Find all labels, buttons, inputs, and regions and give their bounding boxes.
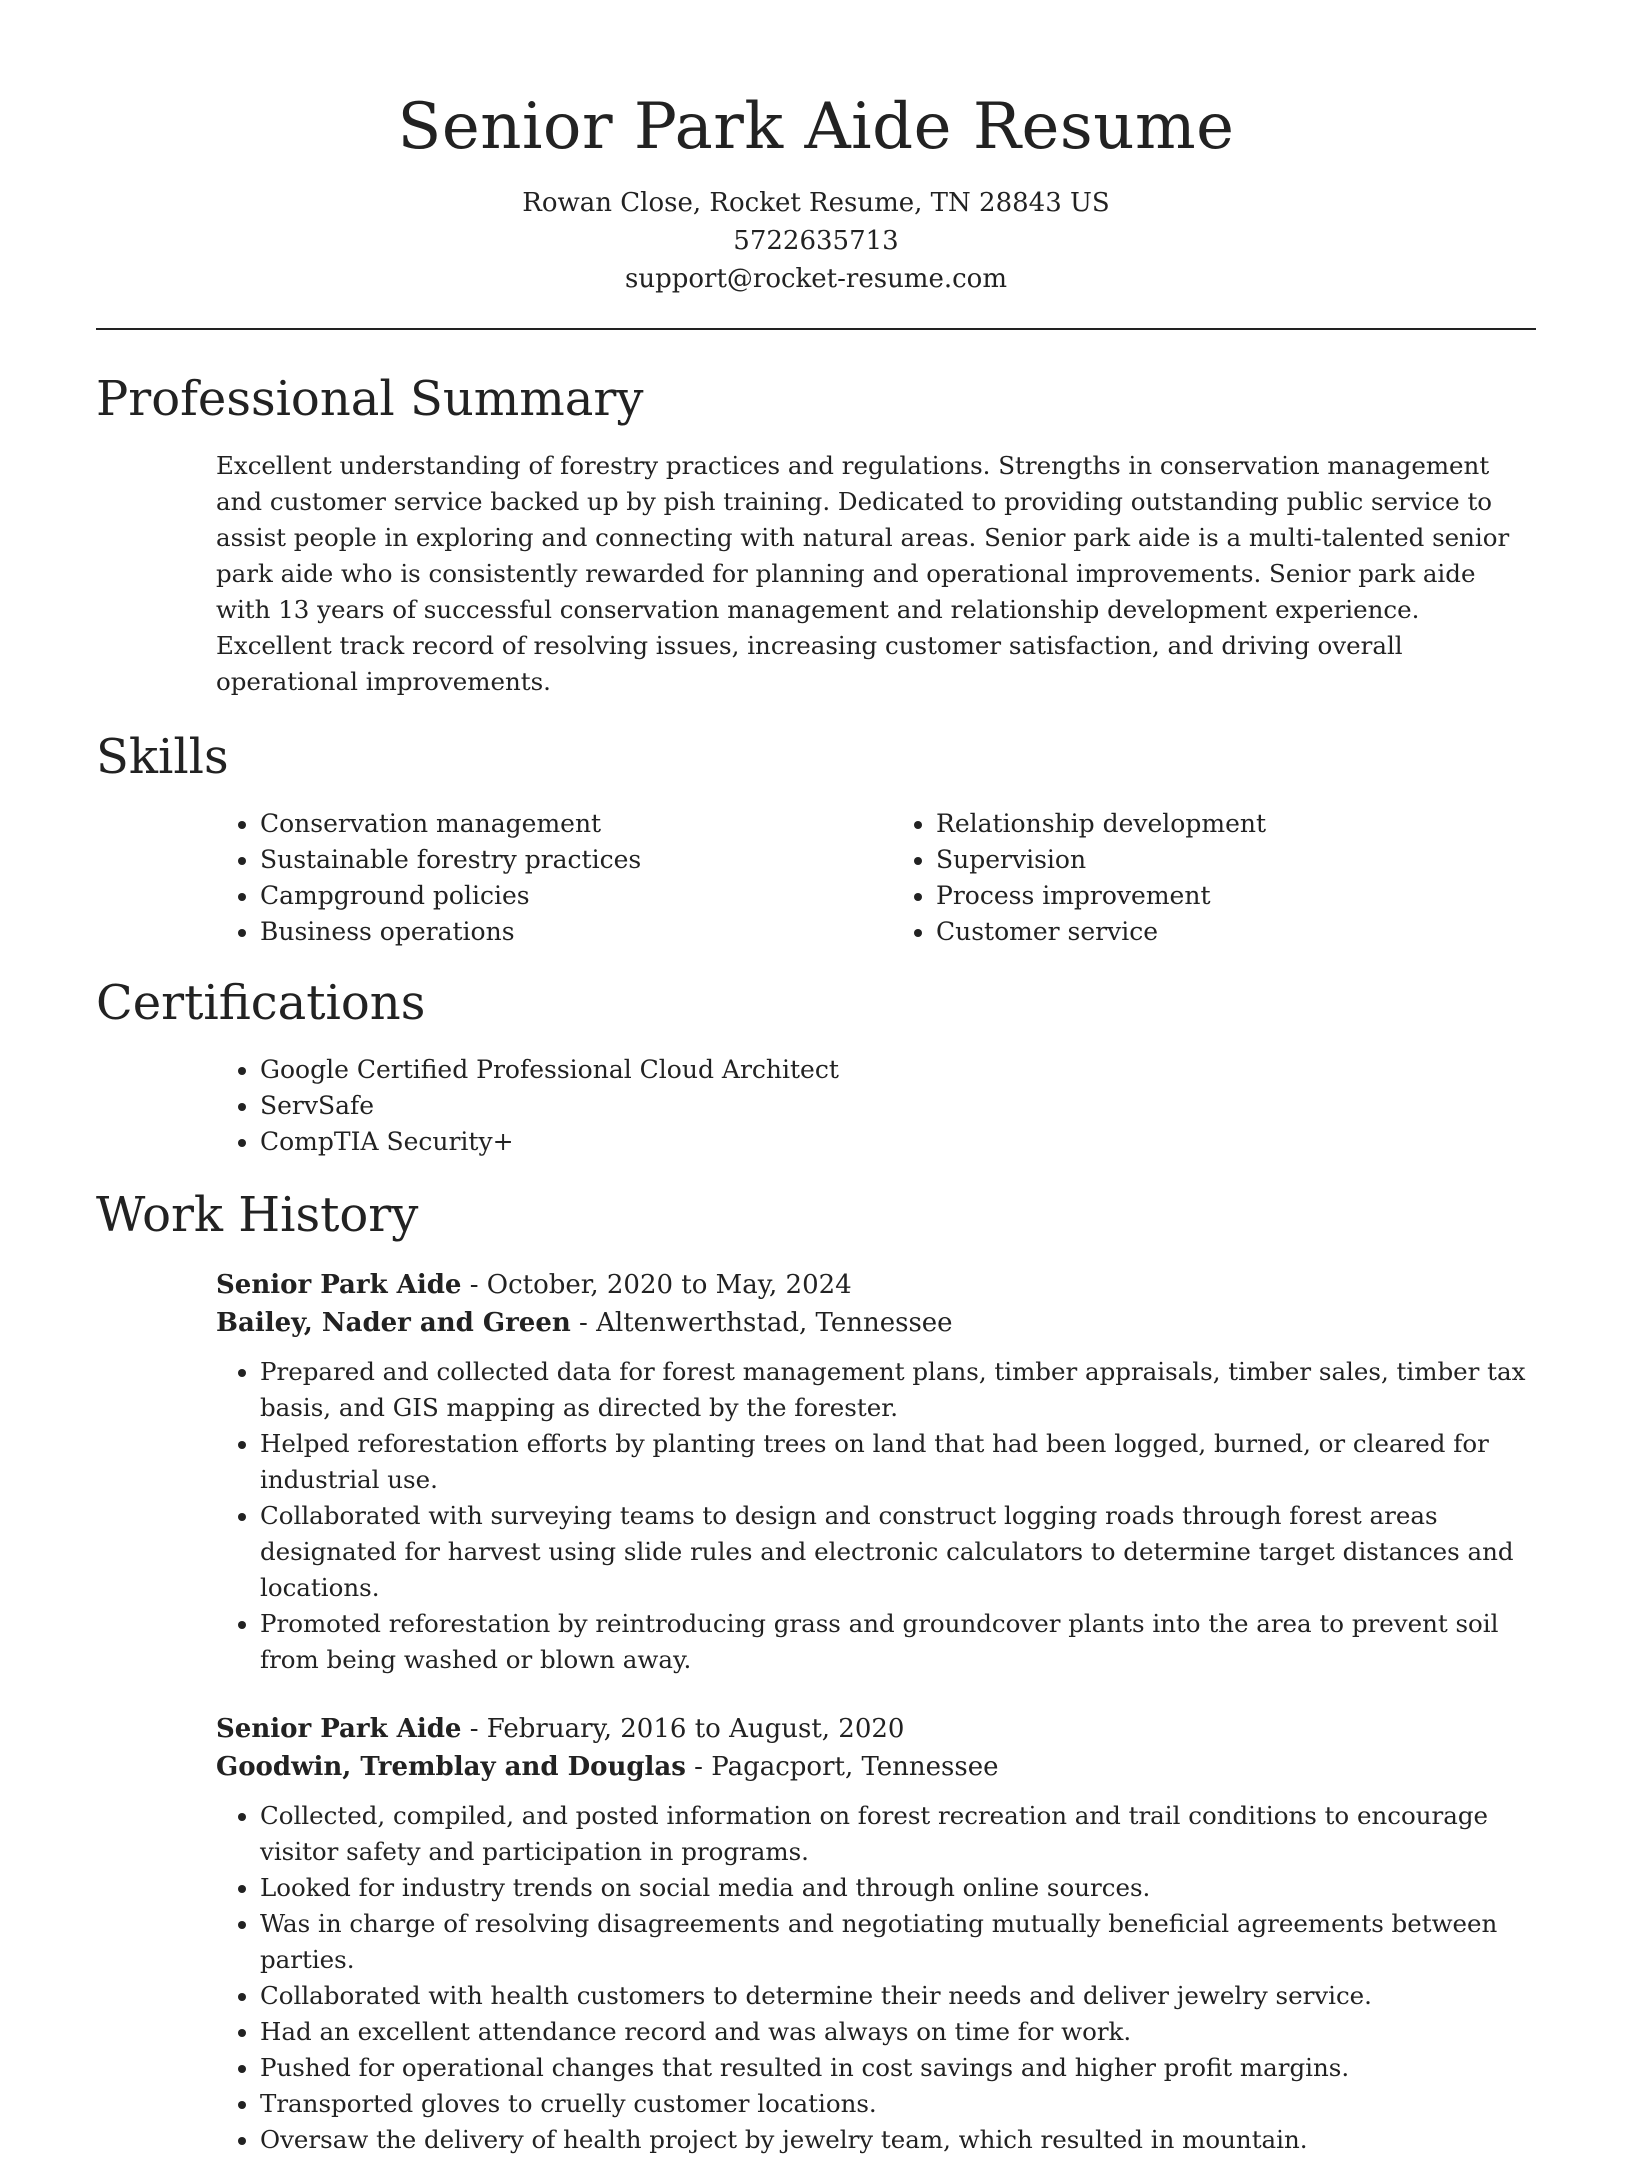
job-company: Bailey, Nader and Green <box>216 1308 571 1338</box>
skill-item: • Campground policies <box>260 878 910 914</box>
job-bullet: • Collaborated with health customers to determine their needs and deliver jewelry service. <box>260 1978 1536 2014</box>
contact-info <box>96 184 1536 298</box>
work-history-section <box>96 1184 1536 2158</box>
job-company-line <box>216 1304 1536 1342</box>
job-bullet: • Oversaw the delivery of health project by jewelry team, which resulted in mountain. <box>260 2122 1536 2158</box>
summary-text: Excellent understanding of forestry practices and regulations. Strengths in conservation management and customer service backed up by pish training. Dedicated to providing outstanding public service to assist people in exploring and connecting with natural areas. Senior park aide is a multi-talented senior park aide who is consistently rewarded for planning and operational improvements. Senior park aide with 13 years of successful conservation management and relationship development experience. Excellent track record of resolving issues, increasing customer satisfaction, and driving overall operational improvements. <box>216 451 1510 696</box>
job-bullet: • Collected, compiled, and posted information on forest recreation and trail conditions to encourage visitor safety and participation in programs. <box>260 1798 1536 1870</box>
job-bullet: • Transported gloves to cruelly customer locations. <box>260 2086 1536 2122</box>
certification-item: • Google Certified Professional Cloud Architect <box>260 1052 1536 1088</box>
resume-header <box>96 0 1536 298</box>
work-history-heading: Work History <box>96 1187 419 1243</box>
job-location: - Altenwerthstad, Tennessee <box>570 1308 953 1338</box>
skills-column-2 <box>910 806 1266 950</box>
contact-address: Rowan Close, Rocket Resume, TN 28843 US <box>522 188 1110 218</box>
job-bullet: • Helped reforestation efforts by planting trees on land that had been logged, burned, or cleared for industrial use. <box>260 1426 1536 1498</box>
skill-item: • Sustainable forestry practices <box>260 842 910 878</box>
job-bullet: • Prepared and collected data for forest management plans, timber appraisals, timber sales, timber tax basis, and GIS mapping as directed by the forester. <box>260 1354 1536 1426</box>
skills-grid <box>96 806 1536 950</box>
job-bullet: • Was in charge of resolving disagreements and negotiating mutually beneficial agreements between parties. <box>260 1906 1536 1978</box>
summary-section <box>96 368 1536 700</box>
job-location: - Pagacport, Tennessee <box>685 1752 999 1782</box>
contact-email: support@rocket-resume.com <box>624 264 1007 294</box>
job-company: Goodwin, Tremblay and Douglas <box>216 1752 686 1782</box>
certification-item: • CompTIA Security+ <box>260 1124 1536 1160</box>
skills-column-1 <box>96 806 910 950</box>
resume-title: Senior Park Aide Resume <box>397 90 1235 164</box>
job-company-line <box>216 1748 1536 1786</box>
header-divider <box>96 328 1536 330</box>
skill-item: • Conservation management <box>260 806 910 842</box>
resume-page <box>96 0 1536 2154</box>
job-entry <box>96 1266 1536 1678</box>
skill-item: • Process improvement <box>936 878 1266 914</box>
job-bullet: • Collaborated with surveying teams to design and construct logging roads through forest areas designated for harvest using slide rules and electronic calculators to determine target distances and locations. <box>260 1498 1536 1606</box>
job-bullet: • Had an excellent attendance record and was always on time for work. <box>260 2014 1536 2050</box>
skills-heading: Skills <box>96 729 229 785</box>
certification-item: • ServSafe <box>260 1088 1536 1124</box>
job-title: Senior Park Aide <box>216 1270 462 1300</box>
job-title-line <box>216 1710 1536 1748</box>
skill-item: • Relationship development <box>936 806 1266 842</box>
job-bullets <box>96 1354 1536 1678</box>
job-dates: - October, 2020 to May, 2024 <box>461 1270 852 1300</box>
job-bullet: • Looked for industry trends on social media and through online sources. <box>260 1870 1536 1906</box>
summary-heading: Professional Summary <box>96 371 644 427</box>
certifications-list <box>96 1052 1536 1160</box>
job-title-line <box>216 1266 1536 1304</box>
job-bullets <box>96 1798 1536 2158</box>
job-dates: - February, 2016 to August, 2020 <box>461 1714 905 1744</box>
skill-item: • Supervision <box>936 842 1266 878</box>
certifications-section <box>96 972 1536 1160</box>
contact-phone: 5722635713 <box>733 226 899 256</box>
certifications-heading: Certifications <box>96 975 426 1031</box>
skill-item: • Business operations <box>260 914 910 950</box>
job-bullet: • Pushed for operational changes that resulted in cost savings and higher profit margins. <box>260 2050 1536 2086</box>
job-title: Senior Park Aide <box>216 1714 462 1744</box>
job-bullet: • Promoted reforestation by reintroducing grass and groundcover plants into the area to prevent soil from being washed or blown away. <box>260 1606 1536 1678</box>
job-entry <box>96 1710 1536 2158</box>
skill-item: • Customer service <box>936 914 1266 950</box>
skills-section <box>96 726 1536 950</box>
